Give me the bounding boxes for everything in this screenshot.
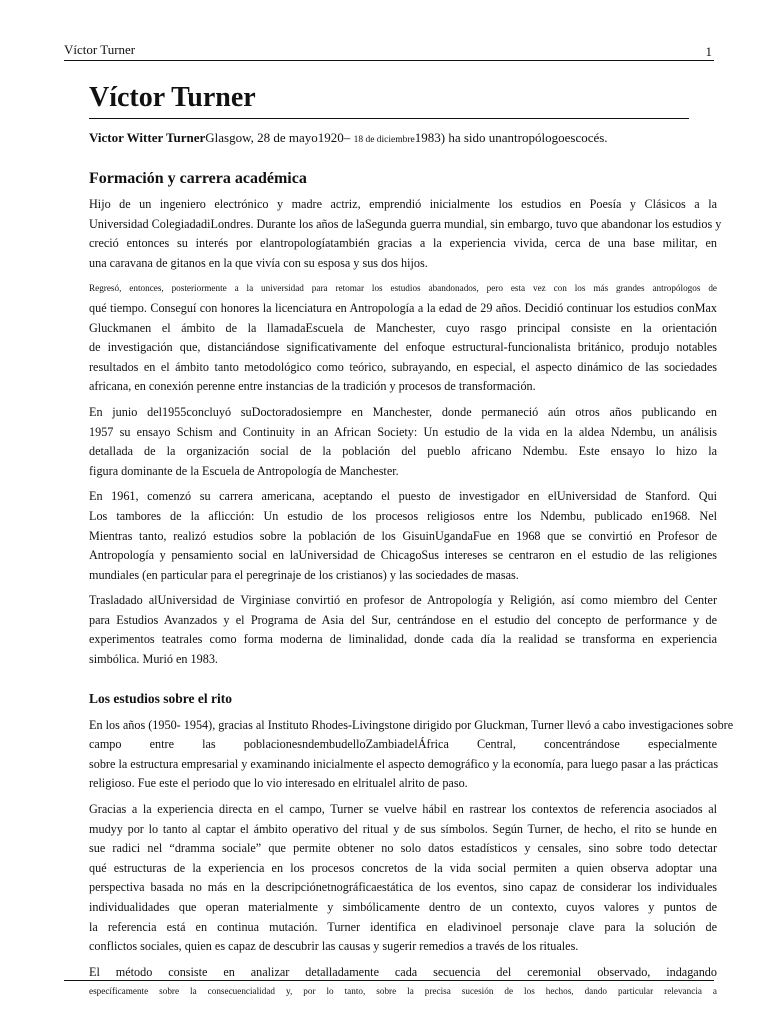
text-line: africana, en conexión perenne entre instancias de la tradición y procesos de transformación. [89, 379, 536, 394]
text-line: 1957 su ensayo Schism and Continuity in an African Society: Un estudio de la vida en la aldea Ndembu, un análisis [89, 424, 717, 439]
text-line: mundiales (en particular para el peregrinaje de los cristianos) y las sociedades de masas. [89, 567, 519, 582]
text-line: sue radici nel “dramma sociale” que permite obtener no solo datos estadísticos y censales, sino sobre todo detectar [89, 841, 717, 856]
page-number: 1 [705, 44, 712, 59]
text-line: Hijo de un ingeniero electrónico y madre actriz, emprendió inicialmente los estudios en Poesía y Clásicos a la [89, 197, 717, 211]
paragraph [89, 487, 717, 585]
paragraph [89, 716, 734, 794]
text-line: Mientras tanto, realizó estudios sobre la población de los GisuinUgandaFue en 1968 que se convirtió en Profesor de [89, 528, 717, 543]
text-line: En los años (1950- 1954), gracias al Instituto Rhodes-Livingstone dirigido por Gluckman, Turner llevó a cabo investigaciones sobre [89, 717, 734, 732]
paragraph [89, 279, 717, 397]
running-header [64, 42, 714, 61]
lead-sentence [89, 129, 717, 149]
article-title: Víctor Turner [89, 80, 689, 119]
text-line: mudyy por lo tanto al captar el ámbito operativo del ritual y de sus símbolos. Según Turner, de hecho, el rito se hunde en [89, 821, 717, 836]
footer-rule [64, 980, 714, 981]
lead-text-1: Glasgow, 28 de mayo1920– [205, 130, 354, 145]
text-line: Gracias a la experiencia directa en el campo, Turner se vuelve hábil en rastrear los contextos de referencia asociados al [89, 802, 717, 817]
text-line: Gluckmanen el ámbito de la llamadaEscuela de Manchester, cuyo rasgo principal consiste en la orientación [89, 320, 717, 335]
paragraph [89, 195, 722, 273]
text-line: sobre la estructura empresarial y examinando inicialmente el aspecto demográfico y la economía, para luego pasar a las prácticas [89, 756, 719, 771]
text-line: campo entre las poblacionesndembudelloZambiadelÁfrica Central, concentrándose especialmente [89, 737, 717, 752]
text-line: experimentos teatrales como forma moderna de liminalidad, donde cada día la realidad se transforma en experiencia [89, 632, 717, 647]
text-line: El método consiste en analizar detalladamente cada secuencia del ceremonial observado, indagando [89, 964, 717, 979]
lead-bold-name: Victor Witter Turner [89, 130, 206, 145]
text-line: resultados en el ámbito tanto metodológico como teórico, subrayando, en especial, el aspecto dinámico de las sociedades [89, 359, 717, 374]
header-author-name: Víctor Turner [64, 42, 136, 57]
text-line: En 1961, comenzó su carrera americana, aceptando el puesto de investigador en elUniversidad de Stanford. Qui [89, 489, 717, 504]
text-line: una caravana de gitanos en la que vivía con su esposa y sus dos hijos. [89, 255, 428, 270]
text-line: qué estructuras de la experiencia en los procesos concretos de la vida social permiten a quien observa adoptar una [89, 860, 717, 875]
text-line: conflictos sociales, quien es capaz de descubrir las causas y sugerir remedios a través de los rituales. [89, 939, 579, 954]
section-heading-formacion: Formación y carrera académica [89, 170, 307, 187]
paragraph [89, 963, 717, 1002]
article-body [89, 80, 734, 1008]
text-line: Universidad ColegiadadiLondres. Durante los años de laSegunda guerra mundial, sin embargo, tuvo que abandonar los estudios y [89, 216, 722, 231]
lead-text-2: 1983) ha sido unantropólogoescocés. [414, 130, 608, 145]
text-line: Los tambores de la aflicción: Un estudio de los procesos religiosos entre los Ndembu, publicado en1968. Nel [89, 508, 717, 523]
text-line: detallada de la organización social de la población del pueblo africano Ndembu. Este ensayo lo hizo la [89, 444, 717, 459]
text-line: Antropología y pensamiento social en laUniversidad de ChicagoSus intereses se centraron en el estudio de las religiones [89, 548, 717, 563]
text-line: religioso. Fue este el periodo que lo vio interesado en elritualel alrito de paso. [89, 776, 468, 791]
section-heading-rito: Los estudios sobre el rito [89, 690, 233, 706]
text-line: figura dominante de la Escuela de Antropología de Manchester. [89, 463, 399, 478]
paragraph [89, 800, 717, 957]
text-line: individualidades que operan materialmente y simbólicamente dentro de un contexto, cuyos valores y puntos de [89, 900, 717, 914]
paragraph [89, 591, 717, 669]
text-line: de investigación que, distanciándose significativamente del enfoque estructural-funcionalista británico, produjo notables [89, 340, 717, 355]
text-line: En junio del1955concluyó suDoctoradosiempre en Manchester, donde permaneció aún otros años publicando en [89, 404, 717, 419]
text-line: Trasladado alUniversidad de Virginiase convirtió en profesor de Antropología y Religión, así como miembro del Center [89, 593, 717, 608]
text-line: la referencia está en continua mutación. Turner identifica en eladivinoel personaje clave para la solución de [89, 919, 717, 934]
text-line: qué tiempo. Conseguí con honores la licenciatura en Antropología a la edad de 29 años. Decidió continuar los estudios conMax [89, 300, 717, 315]
text-line: simbólica. Murió en 1983. [89, 652, 218, 667]
text-line: perspectiva basada no más en la descripciónetnográficaestática de los eventos, sino capaz de considerar los individuales [89, 880, 717, 895]
text-line: específicamente sobre la consecuencialidad y, por lo tanto, sobre la precisa sucesión de los hechos, dando particular relevancia a [89, 986, 717, 997]
paragraph [89, 403, 717, 481]
lead-small-date: 18 de diciembre [353, 135, 415, 145]
text-line: Regresó, entonces, posteriormente a la universidad para retomar los estudios abandonados, pero esta vez con los más grandes antropólogos de [89, 283, 717, 294]
text-line: para Estudios Avanzados y el Programa de Asia del Sur, centrándose en el estudio del concepto de performance y de [89, 612, 717, 627]
text-line: creció entonces su interés por elantropologíatambién gracias a la experiencia vivida, cerca de una base militar, en [89, 236, 717, 251]
